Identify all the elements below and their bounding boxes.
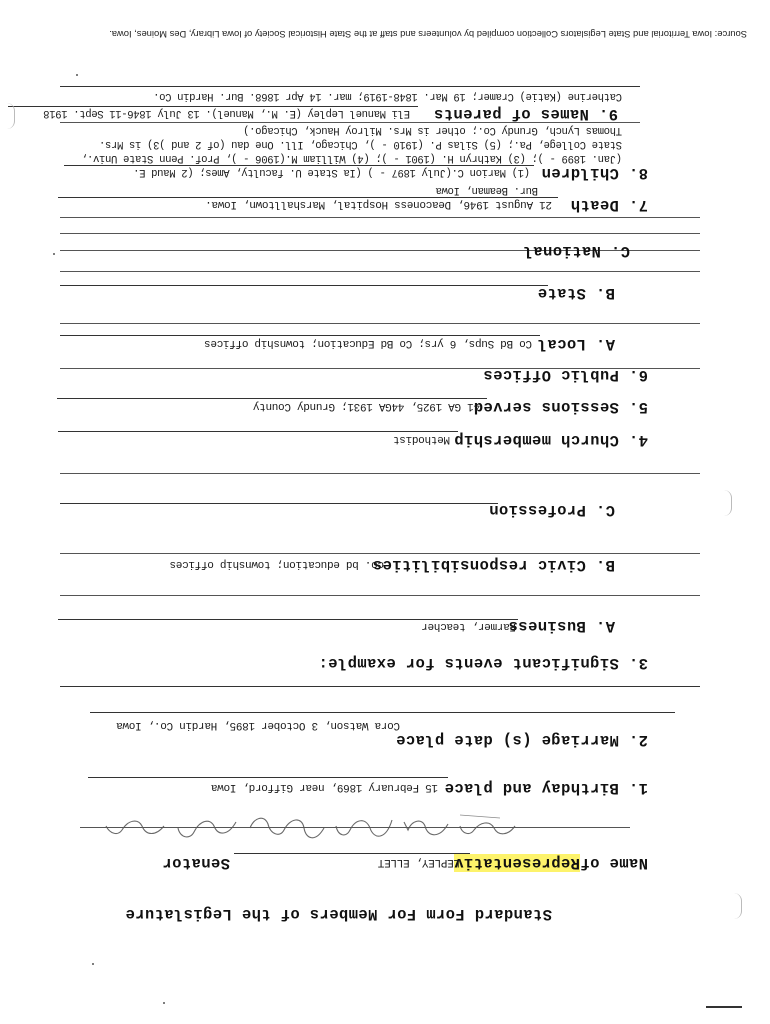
civic-extra-line — [60, 553, 700, 554]
death-value: 21 August 1946, Deaconess Hospital, Marshalltown, Iowa. — [205, 198, 552, 210]
scan-speck — [92, 963, 94, 965]
local-underline — [60, 335, 540, 336]
business-underline — [58, 619, 518, 620]
scan-speck — [163, 1002, 165, 1004]
death-label: 7. Death — [570, 196, 648, 214]
sessions-label: 5. Sessions served — [473, 398, 648, 416]
significant-events-underline — [60, 686, 700, 687]
local-extra-line — [60, 323, 700, 324]
source-note: Source: Iowa Territorial and State Legislators Collection compiled by volunteers and staff at the State Historical Society of Iowa Library, Des Moines, Iowa. — [109, 29, 747, 40]
profession-underline — [60, 503, 498, 504]
national-extra-line-2 — [60, 217, 700, 218]
business-extra-line — [60, 595, 700, 596]
birthday-value: 15 February 1869, near Gifford, Iowa — [211, 781, 438, 793]
church-underline — [58, 431, 458, 432]
children-line-1: (1) Marion C.(July 1897 - ) (Ia State U. faculty, Ames; (2 Maud E. — [133, 166, 530, 178]
business-value: Farmer, teacher — [421, 620, 516, 632]
handwritten-note-underline — [80, 827, 630, 828]
marriage-underline — [90, 712, 675, 713]
children-underline-1 — [64, 165, 534, 166]
parents-line-1: Eli Manuel Lepley (E. M., Manuel). 13 July 1846-11 Sept. 1918 — [43, 107, 410, 119]
scan-speck — [76, 74, 78, 76]
public-offices-underline — [60, 368, 700, 369]
legislator-name: LEPLEY, ELLET — [378, 856, 460, 868]
sessions-underline — [57, 398, 487, 399]
marriage-value: Cora Watson, 3 October 1895, Hardin Co., Iowa — [116, 719, 400, 731]
national-extra-line-1 — [60, 233, 700, 234]
senator-label: Senator — [162, 854, 230, 872]
national-label: C. National — [523, 242, 630, 260]
handwritten-burial-note — [100, 808, 520, 848]
birthday-underline — [88, 777, 448, 778]
burial-place: Bur. Beaman, Iowa — [435, 184, 538, 196]
profession-extra-line — [60, 473, 700, 474]
local-label: A. Local — [537, 335, 615, 353]
significant-events-label: 3. Significant events for example: — [318, 654, 648, 672]
children-label: 8. Children — [541, 164, 648, 182]
children-line-4: Thomas Lynch, Grundy Co.; other is Mrs. Milroy Hauck, Chicago.) — [243, 124, 622, 136]
parents-line-2: Catherine (Katie) Cramer; 19 Mar. 1848-1919; mar. 14 Apr 1868. Bur. Hardin Co. — [153, 90, 622, 102]
state-extra-line-1 — [60, 271, 700, 272]
public-offices-label: 6. Public Offices — [483, 366, 648, 384]
parents-underline-2 — [60, 86, 640, 87]
profession-label: C. Profession — [488, 501, 615, 519]
state-underline — [60, 285, 548, 286]
civic-value: co. bd education; township offices — [169, 558, 384, 570]
scan-mark-line — [706, 1006, 742, 1008]
church-value: Methodist — [393, 433, 450, 445]
birthday-label: 1. Birthday and place — [444, 779, 648, 797]
representative-label: Representativ — [453, 854, 580, 872]
business-label: A. Business — [508, 617, 615, 635]
scan-speck — [53, 253, 55, 255]
children-line-2: (Jan. 1899 - ); (3) Kathryn H. (1901 - ); (4) William M.(1906 - ), Prof. Penn State Univ., — [81, 152, 622, 164]
paper-edge-mark — [723, 490, 732, 516]
paper-edge-mark — [733, 893, 742, 919]
state-label: B. State — [537, 284, 615, 302]
paper-edge-mark — [6, 103, 15, 129]
form-title: Standard Form For Members of the Legislature — [125, 905, 552, 923]
sessions-value: 41 GA 1925, 44GA 1931; Grundy County — [253, 400, 480, 412]
name-label: Name of — [580, 854, 648, 872]
local-value: Co Bd Sups, 6 yrs; Co Bd Education; township offices — [204, 337, 532, 349]
name-underline — [234, 853, 470, 854]
death-underline — [58, 197, 558, 198]
church-label: 4. Church membership — [453, 431, 648, 449]
parents-underline-1 — [8, 106, 418, 107]
civic-label: B. Civic responsibilities — [372, 556, 615, 574]
parents-label: 9. Names of parents — [433, 105, 618, 123]
children-line-3: State College, Pa.; (5) Silas P. (1910 - ), Chicago, Ill. One dau (of 2 and )3) is Mrs. — [99, 138, 622, 150]
marriage-label: 2. Marriage (s) date place — [395, 731, 648, 749]
